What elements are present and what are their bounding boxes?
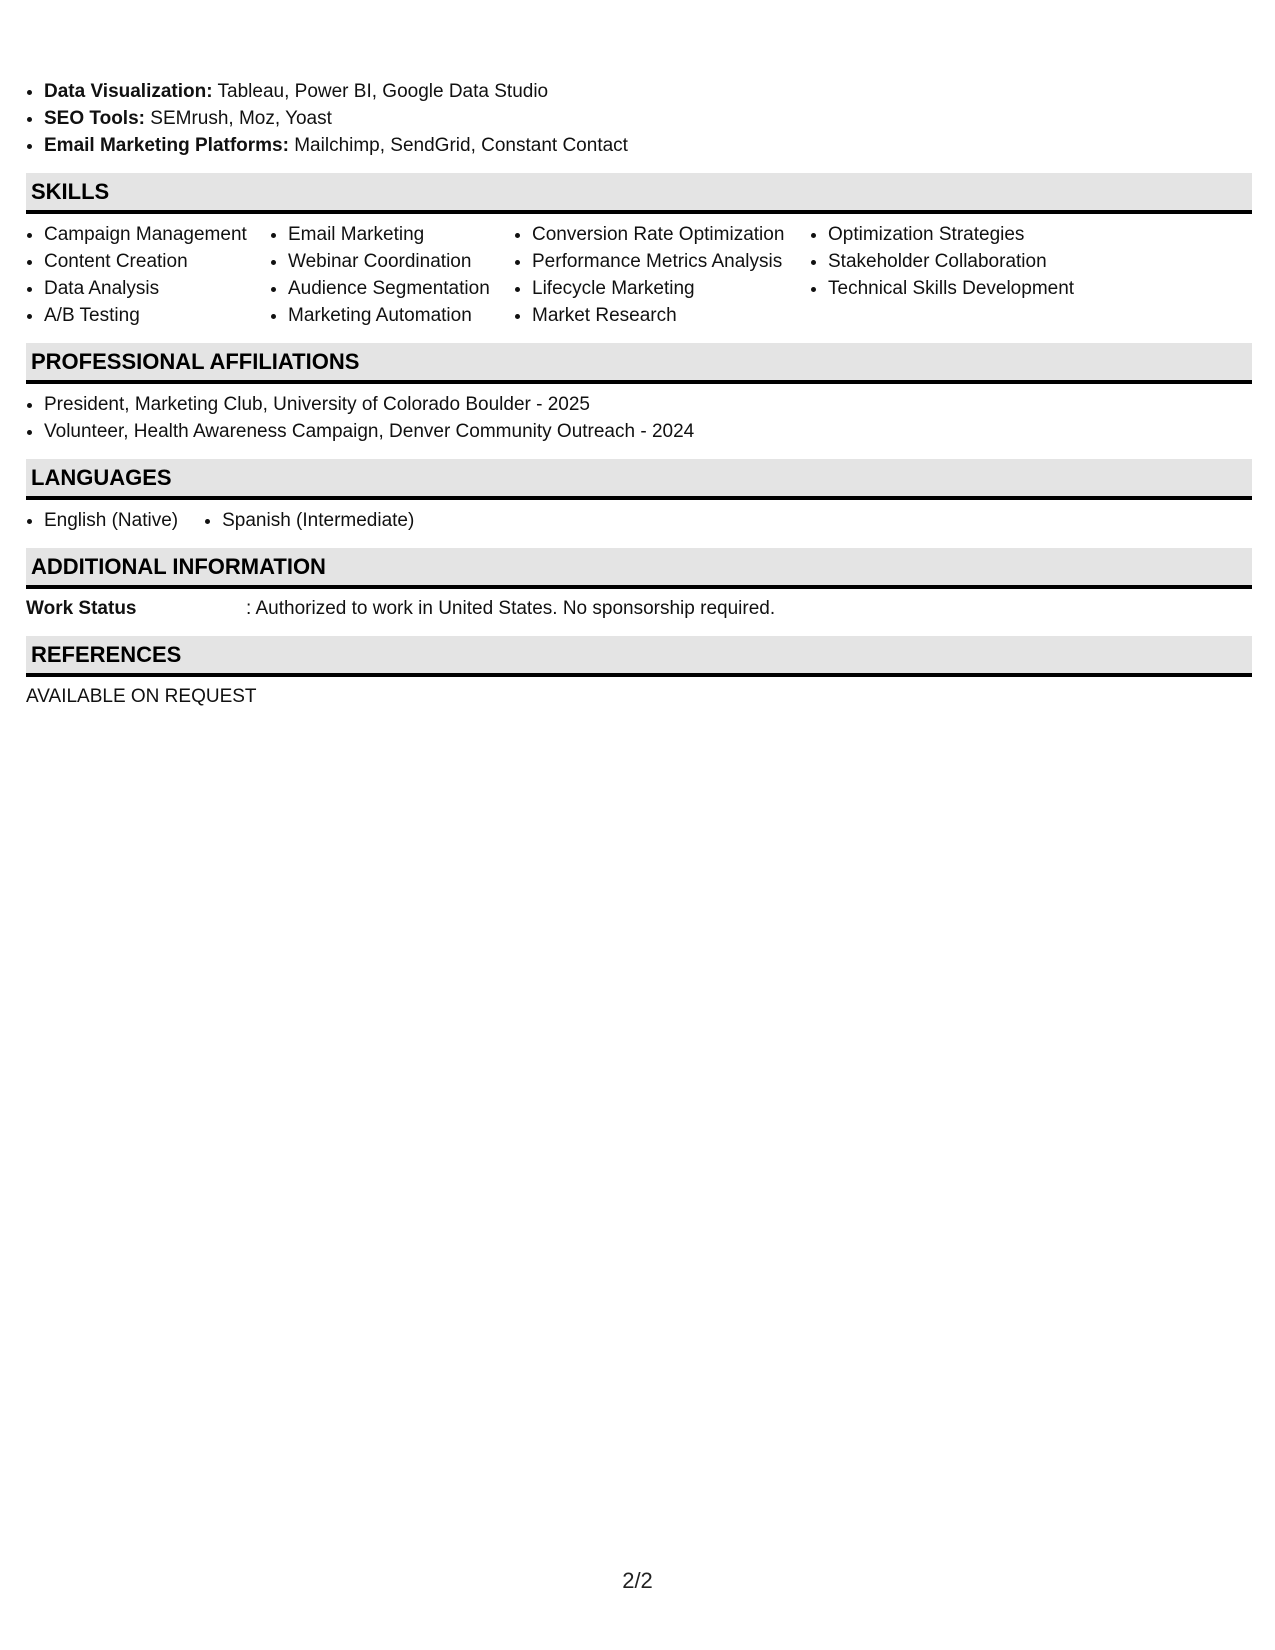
affiliations-section	[26, 343, 1252, 445]
tool-value: Tableau, Power BI, Google Data Studio	[217, 81, 549, 102]
skill-item: • A/B Testing	[44, 302, 270, 329]
skill-item: • Content Creation	[44, 248, 270, 275]
section-heading: PROFESSIONAL AFFILIATIONS	[26, 343, 1252, 384]
skill-item: • Performance Metrics Analysis	[532, 248, 810, 275]
skills-column	[270, 221, 514, 329]
languages-section	[26, 459, 1252, 534]
work-status-value: : Authorized to work in United States. No sponsorship required.	[246, 598, 776, 619]
section-heading: SKILLS	[26, 173, 1252, 214]
list-item	[44, 105, 1252, 132]
languages-body	[26, 500, 1252, 534]
affiliations-body	[26, 384, 1252, 445]
section-heading: LANGUAGES	[26, 459, 1252, 500]
tools-list	[26, 78, 1252, 159]
skill-item: • Stakeholder Collaboration	[828, 248, 1128, 275]
skills-column	[514, 221, 810, 329]
work-status-row	[26, 596, 1252, 622]
references-text: AVAILABLE ON REQUEST	[26, 686, 257, 707]
list-item: • Spanish (Intermediate)	[222, 507, 414, 534]
skill-item: • Audience Segmentation	[288, 275, 514, 302]
affiliations-list	[26, 391, 1252, 445]
page-number: 2/2	[622, 1568, 653, 1593]
skill-item: • Email Marketing	[288, 221, 514, 248]
languages-list	[26, 507, 1252, 534]
section-heading: REFERENCES	[26, 636, 1252, 677]
tool-label: SEO Tools:	[44, 108, 145, 129]
list-item	[44, 132, 1252, 159]
list-item: • President, Marketing Club, University of Colorado Boulder - 2025	[44, 391, 1252, 418]
tool-value: Mailchimp, SendGrid, Constant Contact	[294, 135, 628, 156]
resume-page	[26, 78, 1252, 710]
skill-item: • Marketing Automation	[288, 302, 514, 329]
work-status-label: Work Status	[26, 598, 137, 619]
references-section	[26, 636, 1252, 710]
section-heading: ADDITIONAL INFORMATION	[26, 548, 1252, 589]
references-body	[26, 677, 1252, 710]
skills-column	[26, 221, 270, 329]
additional-body	[26, 589, 1252, 622]
skills-section	[26, 173, 1252, 329]
skill-item: • Technical Skills Development	[828, 275, 1128, 302]
skill-item: • Campaign Management	[44, 221, 270, 248]
skills-grid	[26, 214, 1252, 329]
tool-label: Data Visualization:	[44, 81, 213, 102]
additional-section	[26, 548, 1252, 622]
skill-item: • Conversion Rate Optimization	[532, 221, 810, 248]
skill-item: • Lifecycle Marketing	[532, 275, 810, 302]
skills-column	[810, 221, 1128, 329]
tool-value: SEMrush, Moz, Yoast	[150, 108, 332, 129]
skill-item: • Webinar Coordination	[288, 248, 514, 275]
skill-item: • Data Analysis	[44, 275, 270, 302]
tool-label: Email Marketing Platforms:	[44, 135, 289, 156]
list-item	[44, 78, 1252, 105]
skill-item: • Market Research	[532, 302, 810, 329]
list-item: • Volunteer, Health Awareness Campaign, Denver Community Outreach - 2024	[44, 418, 1252, 445]
skill-item: • Optimization Strategies	[828, 221, 1128, 248]
list-item: • English (Native)	[44, 507, 178, 534]
